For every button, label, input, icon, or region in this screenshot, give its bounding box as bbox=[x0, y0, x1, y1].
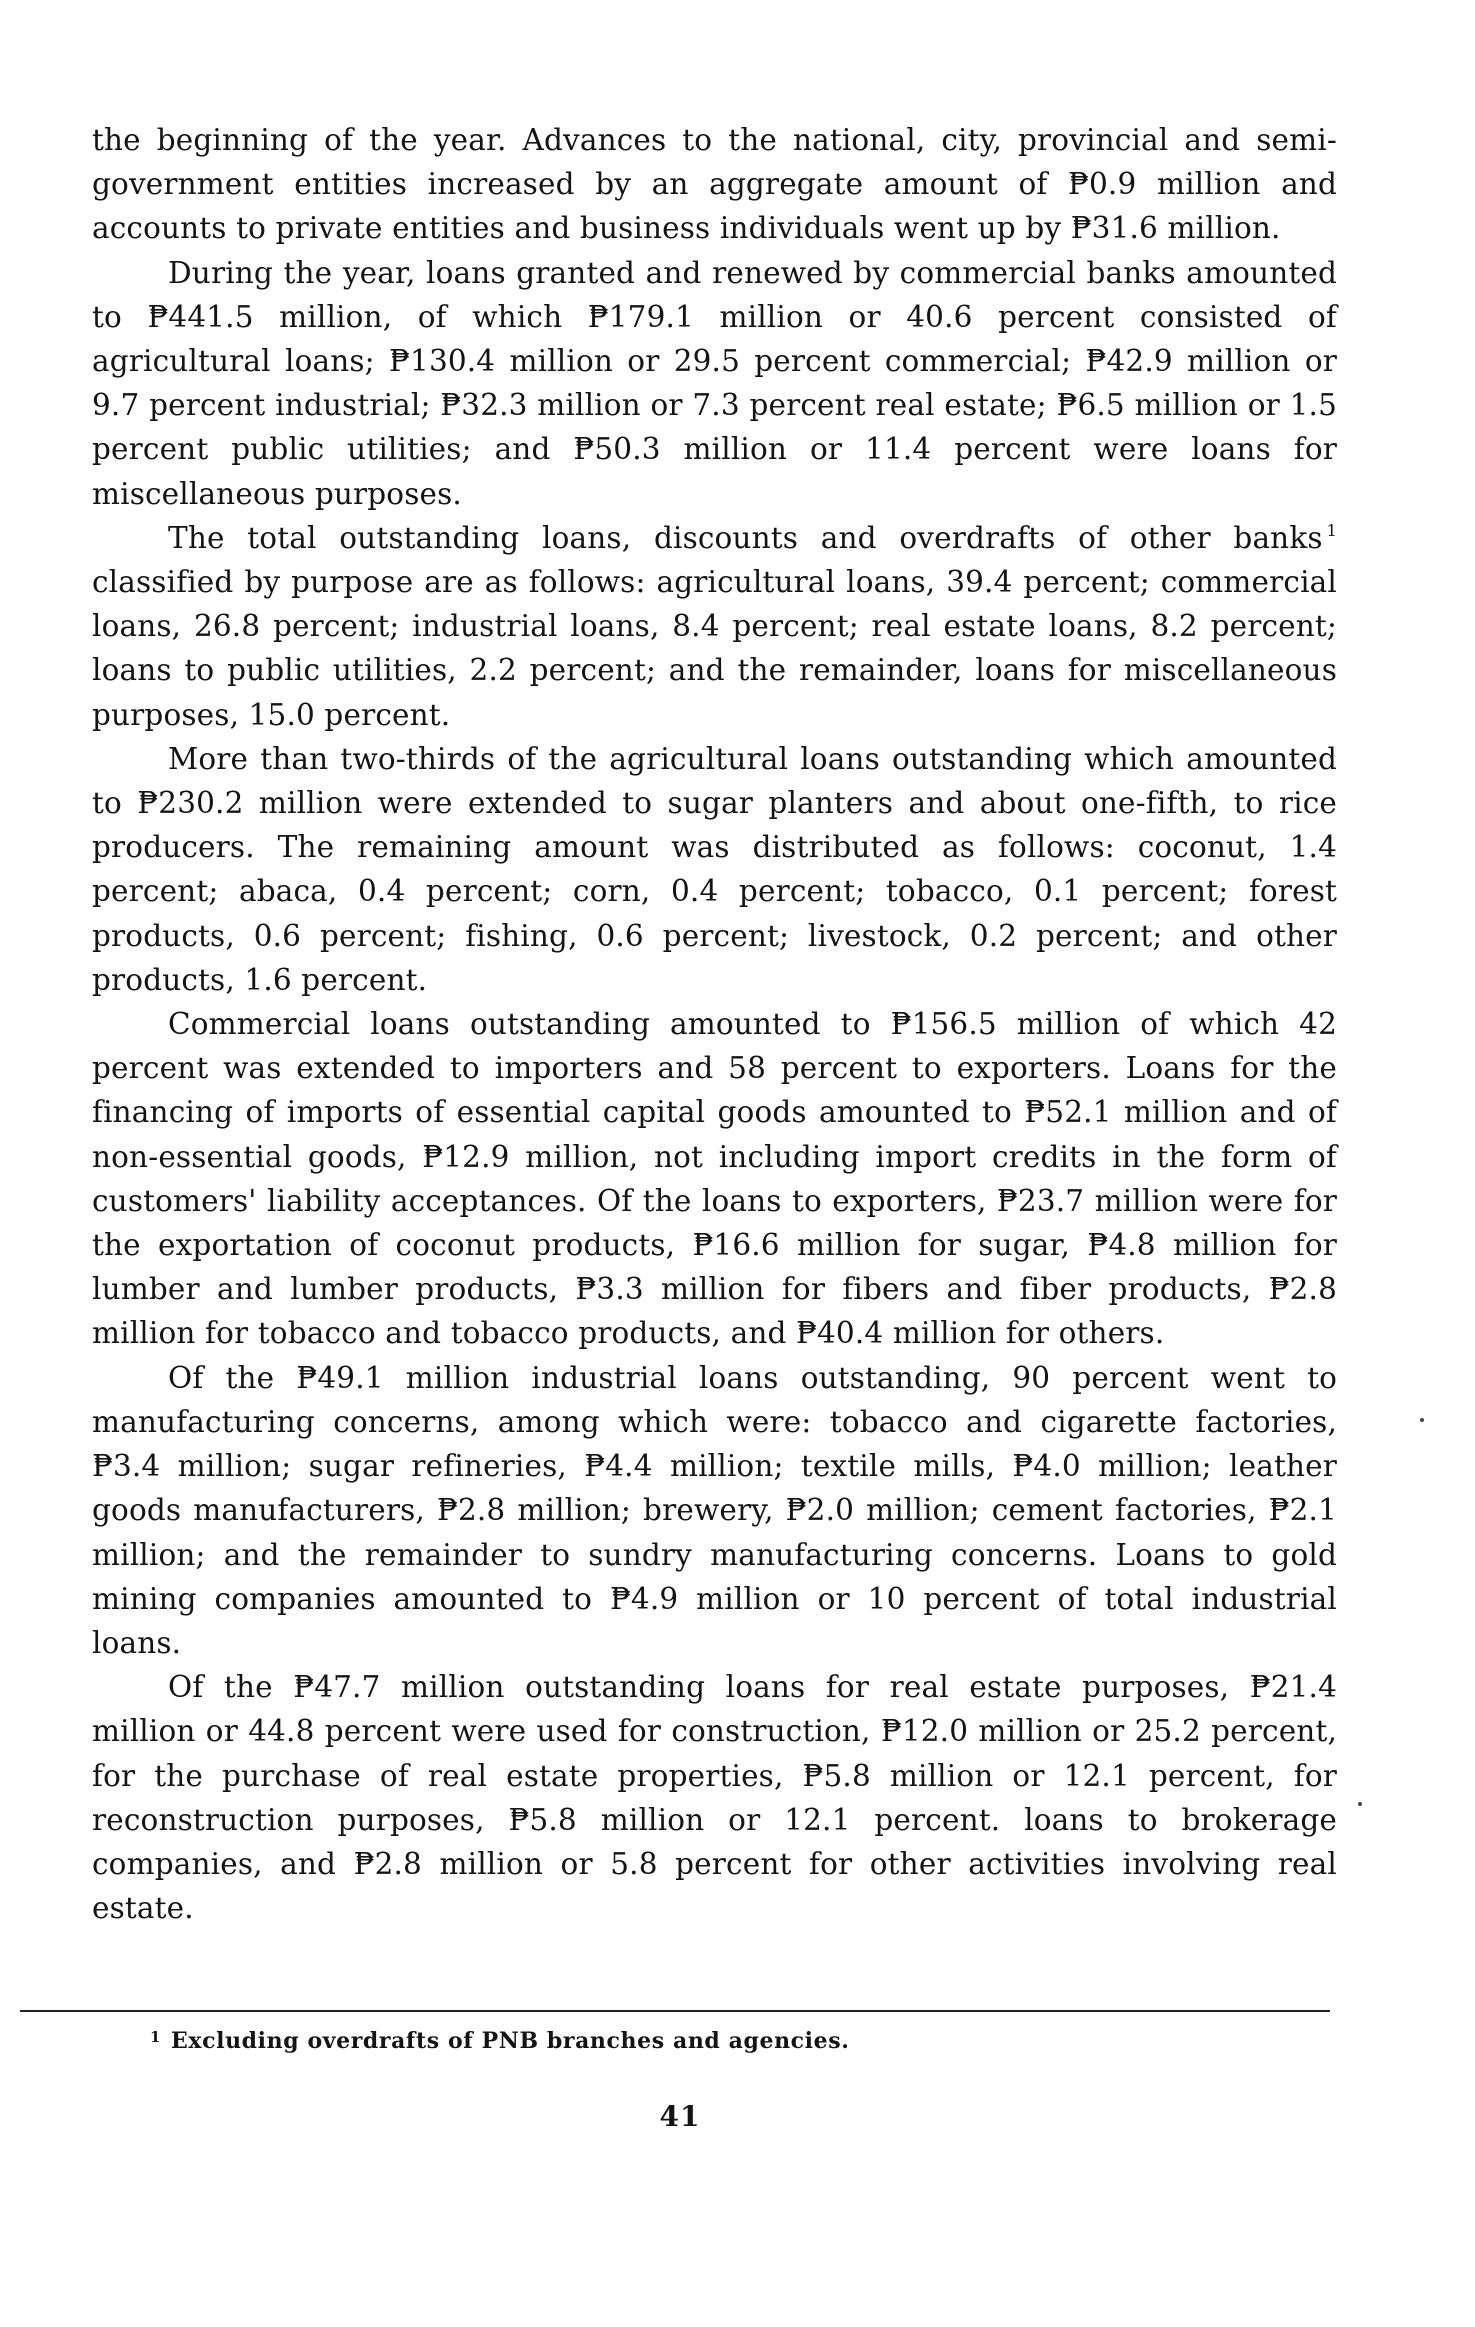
paragraph-1: the beginning of the year. Advances to the national, city, provincial and semi-government entities increased by an aggregate amount of ₱0.9 million and accounts to private entities and business individuals went up by ₱31.6 million. bbox=[92, 123, 1337, 246]
paragraph-3 bbox=[92, 516, 1337, 737]
footnote-text: Excluding overdrafts of PNB branches and agencies. bbox=[171, 2028, 850, 2054]
paragraph-7: Of the ₱47.7 million outstanding loans for real estate purposes, ₱21.4 million or 44.8 percent were used for construction, ₱12.0 million or 25.2 percent, for the purchase of real estate properties, ₱5.8 million or 12.1 percent, for reconstruction purposes, ₱5.8 million or 12.1 percent. loans to brokerage companies, and ₱2.8 million or 5.8 percent for other activities involving real estate. bbox=[92, 1670, 1337, 1926]
scan-speck bbox=[1420, 1418, 1424, 1422]
paragraph-2: During the year, loans granted and renewed by commercial banks amounted to ₱441.5 million, of which ₱179.1 million or 40.6 percent consisted of agricultural loans; ₱130.4 million or 29.5 percent commercial; ₱42.9 million or 9.7 percent industrial; ₱32.3 million or 7.3 percent real estate; ₱6.5 million or 1.5 percent public utilities; and ₱50.3 million or 11.4 percent were loans for miscellaneous purposes. bbox=[92, 255, 1337, 511]
page-number: 41 bbox=[659, 2100, 701, 2133]
paragraph-5: Commercial loans outstanding amounted to ₱156.5 million of which 42 percent was extended to importers and 58 percent to exporters. Loans for the financing of imports of essential capital goods amounted to ₱52.1 million and of non-essential goods, ₱12.9 million, not including import credits in the form of customers' liability acceptances. Of the loans to exporters, ₱23.7 million were for the exportation of coconut products, ₱16.6 million for sugar, ₱4.8 million for lumber and lumber products, ₱3.3 million for fibers and fiber products, ₱2.8 million for tobacco and tobacco products, and ₱40.4 million for others. bbox=[92, 1007, 1337, 1351]
paragraph-3-lead: The total outstanding loans, discounts and overdrafts of other banks bbox=[168, 520, 1323, 555]
paragraph-4: More than two-thirds of the agricultural loans outstanding which amounted to ₱230.2 million were extended to sugar planters and about one-fifth, to rice producers. The remaining amount was distributed as follows: coconut, 1.4 percent; abaca, 0.4 percent; corn, 0.4 percent; tobacco, 0.1 percent; forest products, 0.6 percent; fishing, 0.6 percent; livestock, 0.2 percent; and other products, 1.6 percent. bbox=[92, 741, 1337, 997]
scan-speck bbox=[1358, 1802, 1362, 1806]
footnote-reference: 1 bbox=[1326, 520, 1337, 540]
paragraph-6: Of the ₱49.1 million industrial loans outstanding, 90 percent went to manufacturing concerns, among which were: tobacco and cigarette factories, ₱3.4 million; sugar refineries, ₱4.4 million; textile mills, ₱4.0 million; leather goods manufacturers, ₱2.8 million; brewery, ₱2.0 million; cement factories, ₱2.1 million; and the remainder to sundry manufacturing concerns. Loans to gold mining companies amounted to ₱4.9 million or 10 percent of total industrial loans. bbox=[92, 1360, 1337, 1660]
footnote-divider bbox=[20, 2010, 1330, 2012]
footnote-mark: 1 bbox=[150, 2028, 162, 2046]
paragraph-3-rest: classified by purpose are as follows: agricultural loans, 39.4 percent; commercial loans, 26.8 percent; industrial loans, 8.4 percent; real estate loans, 8.2 percent; loans to public utilities, 2.2 percent; and the remainder, loans for miscellaneous purposes, 15.0 percent. bbox=[92, 565, 1337, 732]
footnote bbox=[150, 2022, 849, 2056]
page-body bbox=[92, 118, 1337, 1930]
